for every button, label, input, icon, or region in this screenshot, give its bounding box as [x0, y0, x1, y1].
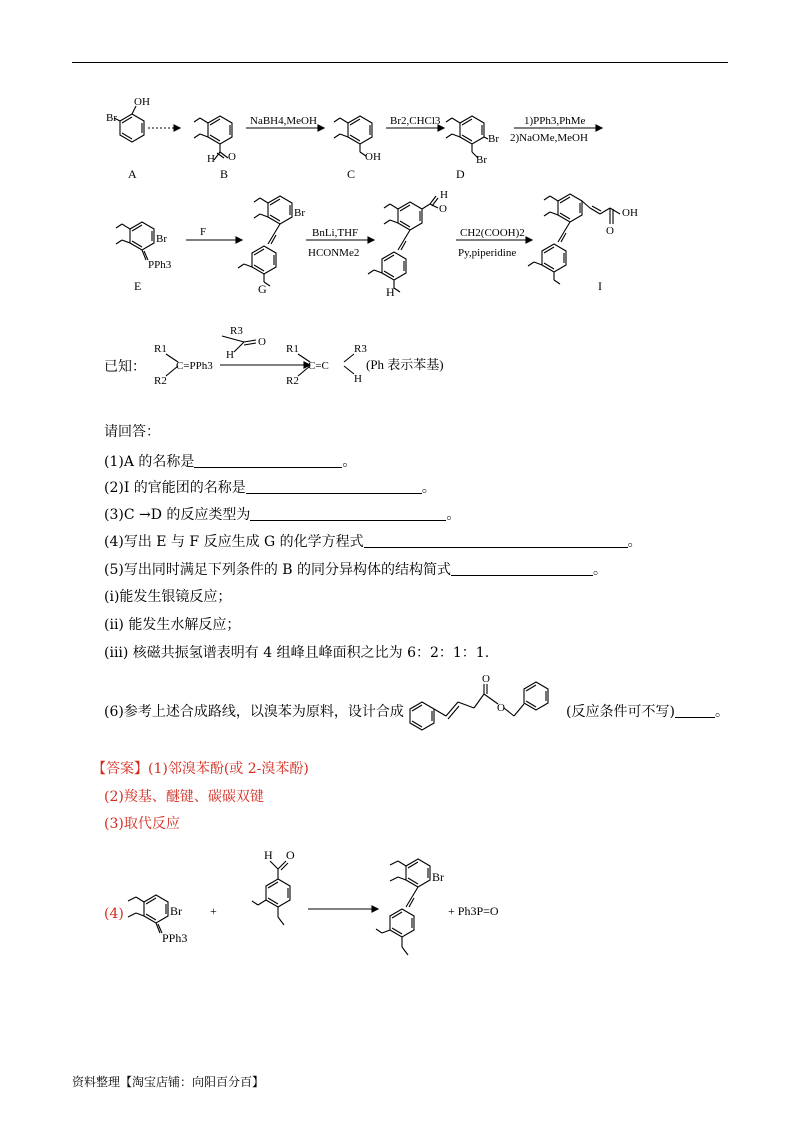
label-c: C [347, 167, 356, 181]
answer-blank-3[interactable] [250, 506, 446, 521]
answer-1 [92, 760, 309, 778]
condition-1: (i)能发生银镜反应； [104, 589, 232, 605]
question-5 [104, 561, 607, 579]
svg-text:Br: Br [294, 207, 305, 219]
svg-text:R2: R2 [154, 375, 167, 387]
question-6-text: (6)参考上述合成路线，以溴苯为原料，设计合成 [104, 704, 404, 720]
question-1 [104, 453, 356, 471]
header-rule [72, 62, 728, 63]
answer-4-byproduct: + Ph3P=O [448, 904, 499, 918]
answer-blank-6[interactable] [675, 703, 715, 718]
svg-text:C=C: C=C [308, 360, 329, 372]
answer-4-equation [118, 845, 578, 975]
svg-text:H: H [354, 373, 362, 385]
label-i: I [598, 279, 602, 293]
reagent-e-g: F [200, 226, 207, 238]
svg-text:OH: OH [365, 151, 381, 163]
question-3 [104, 506, 460, 524]
svg-text:Br: Br [432, 870, 444, 884]
answer-3: (3)取代反应 [104, 816, 180, 832]
svg-text:R1: R1 [286, 343, 299, 355]
answer-tag: 【答案】 [92, 761, 148, 777]
svg-text:H: H [440, 189, 448, 201]
svg-text:R2: R2 [286, 375, 299, 387]
known-reaction [148, 318, 458, 393]
label-d: D [456, 167, 465, 181]
question-6 [104, 703, 404, 721]
label-g: G [258, 282, 267, 296]
svg-text:O: O [482, 673, 490, 685]
question-6-tail [566, 703, 729, 721]
svg-text:PPh3: PPh3 [148, 259, 172, 271]
question-4-end: 。 [627, 534, 642, 550]
condition-2: (ii) 能发生水解反应； [104, 617, 241, 633]
reagent-d-e-2: 2)NaOMe,MeOH [510, 132, 588, 144]
question-2-text: (2)I 的官能团的名称是 [104, 480, 246, 496]
label-e: E [134, 279, 142, 293]
svg-text:O: O [439, 203, 447, 215]
svg-text:R1: R1 [154, 343, 167, 355]
known-label: 已知： [104, 359, 146, 375]
answer-blank-2[interactable] [246, 479, 422, 494]
scheme-row-1 [90, 92, 620, 187]
svg-text:OH: OH [134, 96, 150, 108]
question-4-text: (4)写出 E 与 F 反应生成 G 的化学方程式 [104, 534, 364, 550]
svg-text:H: H [264, 848, 273, 862]
reagent-h-i-1: CH2(COOH)2 [460, 227, 525, 239]
answer-blank-5[interactable] [451, 561, 593, 576]
footer-source: 资料整理【淘宝店铺：向阳百分百】 [72, 1075, 265, 1089]
target-ester-structure [400, 672, 565, 744]
svg-text:Br: Br [106, 112, 117, 124]
reagent-g-h-1: BnLi,THF [312, 227, 359, 239]
svg-text:O: O [497, 702, 505, 714]
svg-text:C=PPh3: C=PPh3 [176, 360, 213, 372]
question-6-suffix: (反应条件可不写) [566, 704, 675, 720]
question-3-end: 。 [446, 507, 461, 523]
svg-text:H: H [226, 349, 234, 361]
label-a: A [128, 167, 137, 181]
label-b: B [220, 167, 229, 181]
svg-text:O: O [228, 151, 236, 163]
question-1-end: 。 [342, 454, 357, 470]
svg-text:Br: Br [156, 233, 167, 245]
svg-text:R3: R3 [230, 325, 243, 337]
svg-text:O: O [286, 848, 295, 862]
svg-text:O: O [258, 336, 266, 348]
reagent-b-c: NaBH4,MeOH [250, 115, 317, 127]
svg-text:Br: Br [488, 133, 499, 145]
reagent-g-h-2: HCONMe2 [308, 247, 360, 259]
svg-text:Br: Br [170, 904, 182, 918]
svg-text:OH: OH [622, 207, 638, 219]
question-1-text: (1)A 的名称是 [104, 454, 195, 470]
questions-intro: 请回答： [104, 424, 160, 440]
answer-blank-1[interactable] [194, 453, 342, 468]
question-6-end: 。 [714, 704, 729, 720]
known-note: (Ph 表示苯基) [366, 357, 444, 372]
answer-blank-4[interactable] [364, 533, 628, 548]
svg-text:Br: Br [476, 154, 487, 166]
svg-text:PPh3: PPh3 [162, 931, 188, 945]
svg-text:H: H [207, 153, 215, 165]
reagent-d-e-1: 1)PPh3,PhMe [524, 115, 586, 127]
question-2 [104, 479, 436, 497]
svg-text:O: O [606, 225, 614, 237]
scheme-row-2 [90, 180, 690, 300]
question-5-text: (5)写出同时满足下列条件的 B 的同分异构体的结构简式 [104, 562, 452, 578]
question-5-end: 。 [593, 562, 608, 578]
question-4 [104, 533, 642, 551]
answer-2: (2)羧基、醚键、碳碳双键 [104, 789, 264, 805]
reagent-c-d: Br2,CHCl3 [390, 115, 441, 127]
answer-4-label: (4) [104, 906, 124, 922]
label-h: H [386, 285, 395, 299]
reagent-h-i-2: Py,piperidine [458, 247, 517, 259]
answer-1-text: (1)邻溴苯酚(或 2-溴苯酚) [148, 761, 309, 777]
question-3-text: (3)C →D 的反应类型为 [104, 507, 251, 523]
svg-text:+: + [210, 904, 217, 918]
question-2-end: 。 [421, 480, 436, 496]
svg-text:R3: R3 [354, 343, 367, 355]
condition-3: (iii) 核磁共振氢谱表明有 4 组峰且峰面积之比为 6：2：1：1. [104, 645, 490, 661]
